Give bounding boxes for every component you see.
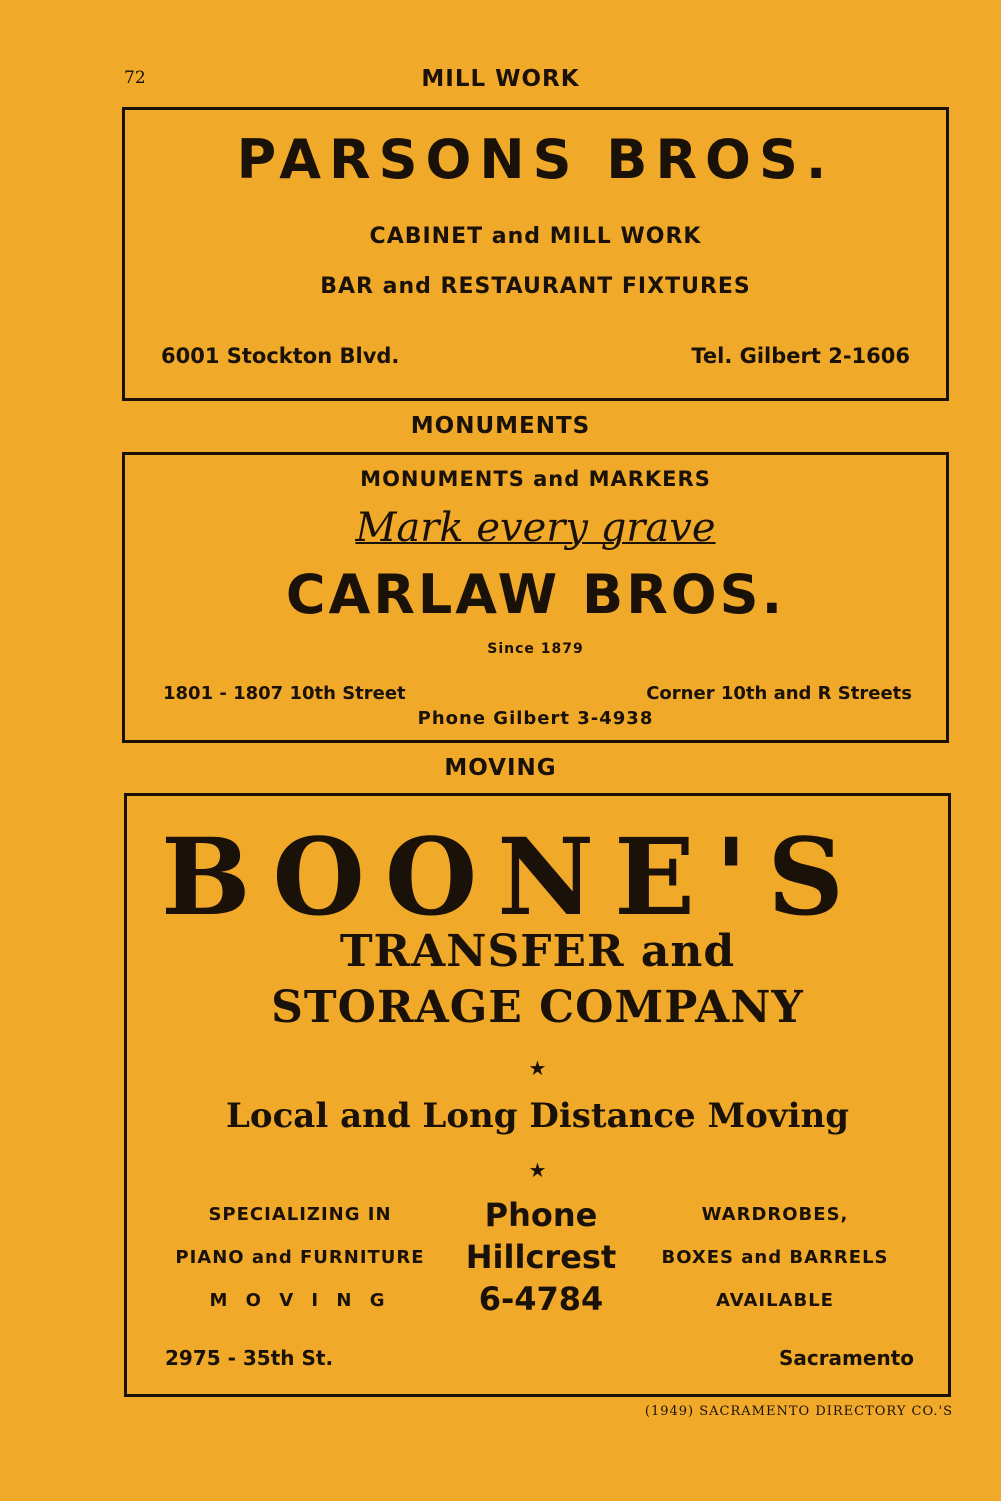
phone-block bbox=[447, 1194, 635, 1320]
phone-exchange: Hillcrest bbox=[465, 1238, 617, 1276]
carlaw-header: MONUMENTS and MARKERS bbox=[360, 467, 711, 491]
supplies-line: WARDROBES, bbox=[701, 1204, 849, 1225]
parsons-bros-ad bbox=[122, 107, 949, 401]
carlaw-phone: Phone Gilbert 3-4938 bbox=[417, 708, 654, 729]
section-heading-mill-work: MILL WORK bbox=[421, 66, 580, 92]
parsons-address: 6001 Stockton Blvd. bbox=[161, 344, 400, 368]
carlaw-address-right: Corner 10th and R Streets bbox=[646, 683, 912, 704]
section-heading-moving: MOVING bbox=[444, 755, 557, 781]
boones-name: BOONE'S bbox=[161, 814, 864, 939]
specialty-list bbox=[155, 1204, 445, 1333]
boones-line1: TRANSFER and bbox=[339, 926, 736, 977]
star-icon: ★ bbox=[528, 1158, 547, 1182]
boones-city: Sacramento bbox=[778, 1346, 914, 1370]
parsons-line1: CABINET and MILL WORK bbox=[369, 224, 702, 249]
section-heading-monuments: MONUMENTS bbox=[410, 413, 591, 439]
phone-label: Phone bbox=[484, 1196, 598, 1234]
carlaw-since: Since 1879 bbox=[487, 641, 584, 657]
supplies-line: AVAILABLE bbox=[716, 1290, 834, 1311]
carlaw-slogan: Mark every grave bbox=[355, 505, 716, 551]
specialty-line: SPECIALIZING IN bbox=[208, 1204, 392, 1225]
carlaw-address-left: 1801 - 1807 10th Street bbox=[163, 683, 406, 704]
specialty-line: M O V I N G bbox=[209, 1290, 391, 1311]
boones-ad bbox=[124, 793, 951, 1397]
phone-number: 6-4784 bbox=[478, 1280, 604, 1318]
parsons-phone: Tel. Gilbert 2-1606 bbox=[691, 344, 910, 368]
boones-tagline: Local and Long Distance Moving bbox=[226, 1096, 849, 1136]
specialty-line: PIANO and FURNITURE bbox=[175, 1247, 425, 1268]
page-number: 72 bbox=[124, 68, 146, 88]
page-footer: (1949) SACRAMENTO DIRECTORY CO.'S bbox=[644, 1404, 953, 1419]
carlaw-bros-ad bbox=[122, 452, 949, 743]
supplies-list bbox=[645, 1204, 905, 1333]
supplies-line: BOXES and BARRELS bbox=[661, 1247, 889, 1268]
carlaw-name: CARLAW BROS. bbox=[285, 563, 786, 626]
parsons-line2: BAR and RESTAURANT FIXTURES bbox=[320, 274, 751, 299]
boones-address: 2975 - 35th St. bbox=[165, 1346, 334, 1370]
boones-line2: STORAGE COMPANY bbox=[271, 982, 804, 1033]
star-icon: ★ bbox=[528, 1056, 547, 1080]
parsons-name: PARSONS BROS. bbox=[236, 128, 835, 191]
